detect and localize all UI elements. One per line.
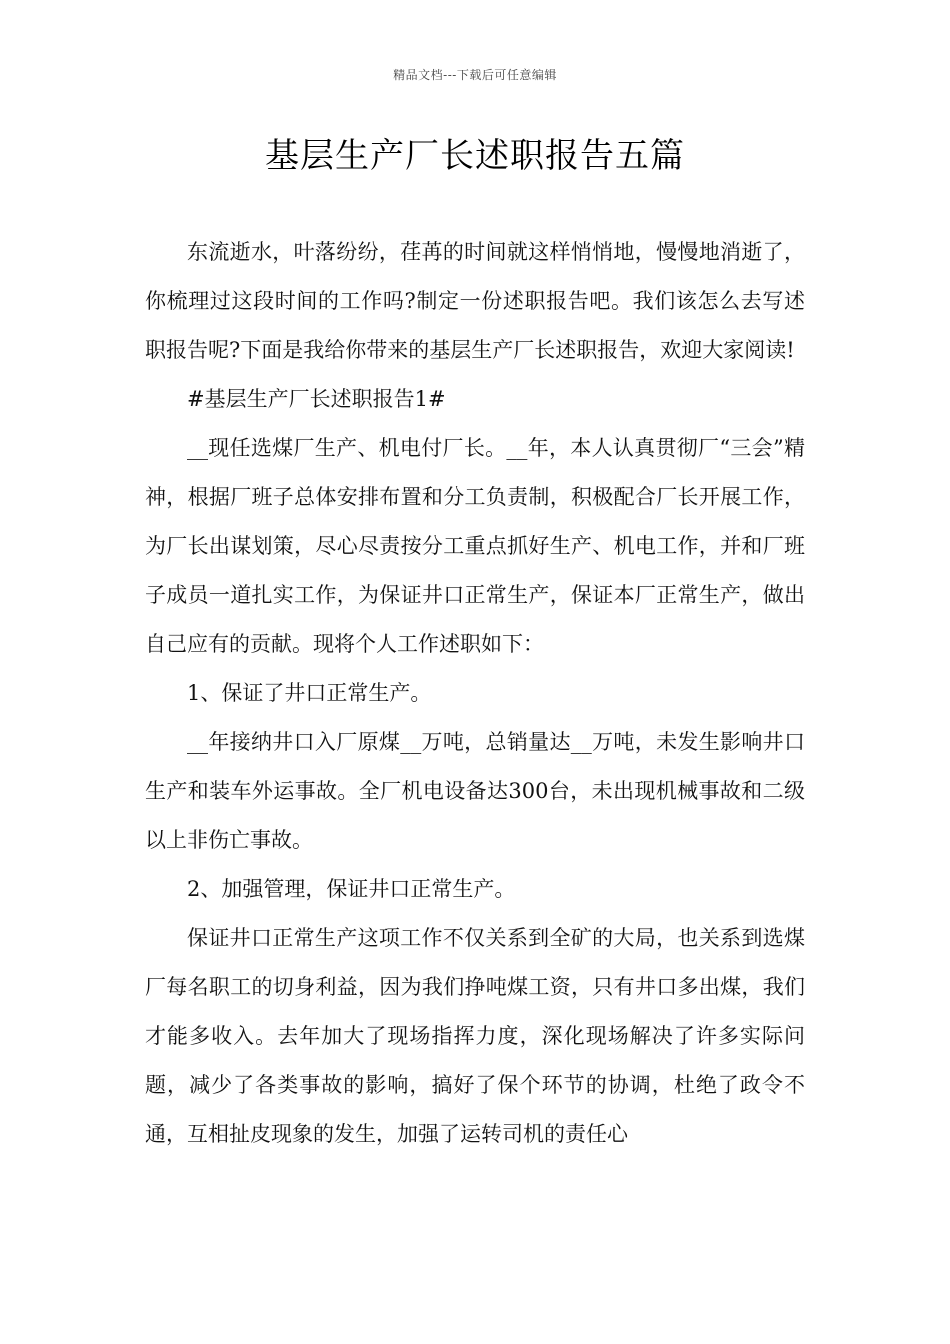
header-note: 精品文档---下载后可任意编辑 [393,68,557,82]
list-item-2: 2、加强管理，保证井口正常生产。 [187,877,516,901]
document-title: 基层生产厂长述职报告五篇 [265,136,685,176]
paragraph-production: __年接纳井口入厂原煤__万吨，总销量达__万吨，未发生影响井口生产和装车外运事故。全厂机电设备达300台，未出现机械事故和二级以上非伤亡事故。 [145,730,805,852]
paragraph-position: __现任选煤厂生产、机电付厂长。__年，本人认真贯彻厂“三会”精神，根据厂班子总体安排布置和分工负责制，积极配合厂长开展工作，为厂长出谋划策，尽心尽责按分工重点抓好生产、机电工作，并和厂班子成员一道扎实工作，为保证井口正常生产，保证本厂正常生产，做出自己应有的贡献。现将个人工作述职如下： [145,436,805,656]
paragraph-management: 保证井口正常生产这项工作不仅关系到全矿的大局，也关系到选煤厂每名职工的切身利益，因为我们挣吨煤工资，只有井口多出煤，我们才能多收入。去年加大了现场指挥力度，深化现场解决了许多实际问题，减少了各类事故的影响，搞好了保个环节的协调，杜绝了政令不通，互相扯皮现象的发生，加强了运转司机的责任心 [145,926,805,1146]
list-item-1: 1、保证了井口正常生产。 [187,681,432,705]
section-heading-1: #基层生产厂长述职报告1# [187,387,446,411]
paragraph-intro: 东流逝水，叶落纷纷，荏苒的时间就这样悄悄地，慢慢地消逝了，你梳理过这段时间的工作吗?制定一份述职报告吧。我们该怎么去写述职报告呢?下面是我给你带来的基层生产厂长述职报告，欢迎大家阅读! [145,240,805,362]
document-body [145,228,805,1159]
